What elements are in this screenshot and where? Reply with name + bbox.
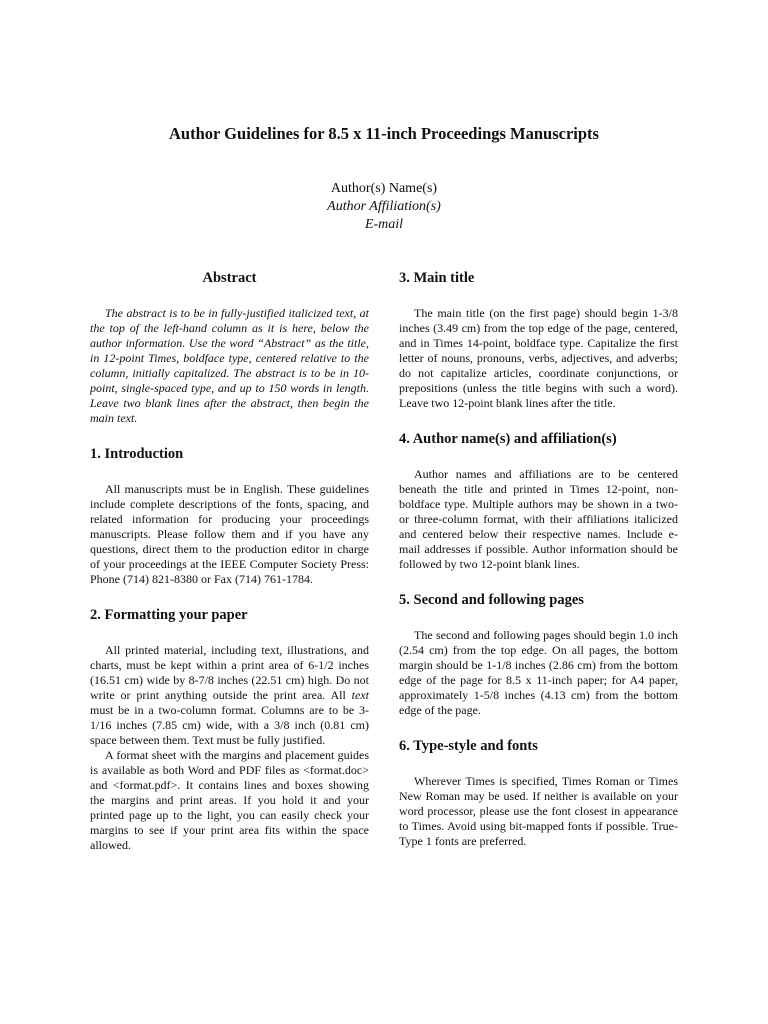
left-column [90, 268, 369, 853]
abstract-text: The abstract is to be in fully-justified italicized text, at the top of the left-hand column as it is here, below the author information. Use the word “Abstract” as the title, in 12-point Times, boldface type, centered relative to the column, initially capitalized. The abstract is to be in 10-point, single-spaced type, and up to 150 words in length. Leave two blank lines after the abstract, then begin the main text. [90, 306, 369, 425]
formatting-heading: 2. Formatting your paper [90, 607, 248, 623]
main-title-section [399, 268, 678, 411]
formatting-p1-italic: text [351, 688, 369, 702]
type-style-text: Wherever Times is specified, Times Roman or Times New Roman may be used. If neither is available on your word processor, please use the font closest in appearance to Times. Avoid using bit-mapped fonts if possible. True-Type 1 fonts are preferred. [399, 774, 678, 848]
second-pages-heading: 5. Second and following pages [399, 592, 584, 608]
introduction-text: All manuscripts must be in English. These guidelines include complete descriptions of the fonts, spacing, and related information for producing your proceedings manuscripts. Please follow them and if you have any questions, direct them to the production editor in charge of your proceedings at the IEEE Computer Society Press: Phone (714) 821-8380 or Fax (714) 761-1784. [90, 482, 369, 586]
author-email: E-mail [364, 217, 404, 232]
abstract-heading: Abstract [202, 270, 257, 286]
second-pages-text: The second and following pages should begin 1.0 inch (2.54 cm) from the top edge. On all pages, the bottom margin should be 1-1/8 inches (2.86 cm) from the bottom edge of the page for 8.5 x 11-inch paper; for A4 paper, approximately 1-5/8 inches (4.13 cm) from the bottom edge of the page. [399, 628, 678, 717]
author-names: Author(s) Name(s) [330, 181, 438, 196]
type-style-heading: 6. Type-style and fonts [399, 738, 538, 754]
author-block [0, 180, 768, 234]
introduction-heading: 1. Introduction [90, 446, 184, 462]
formatting-p1-part-a: All printed material, including text, illustrations, and charts, must be kept within a print area of 6-1/2 inches (16.51 cm) wide by 8-7/8 inches (22.51 cm) high. Do not write or print anything outside the print area. All [90, 643, 369, 702]
formatting-paragraph-2: A format sheet with the margins and placement guides is available as both Word and PDF files as <format.doc> and <format.pdf>. It contains lines and boxes showing the margins and print areas. If you hold it and your printed page up to the light, you can easily check your margins to see if your print area fits within the space allowed. [90, 748, 369, 852]
author-names-text: Author names and affiliations are to be centered beneath the title and printed in Times 12-point, non-boldface type. Multiple authors may be shown in a two- or three-column format, with their affiliations italicized and centered below their respective names. Include e-mail addresses if possible. Author information should be followed by two 12-point blank lines. [399, 467, 678, 571]
introduction-section [90, 444, 369, 587]
author-names-section [399, 429, 678, 572]
right-column [399, 268, 678, 849]
formatting-section [90, 605, 369, 853]
second-pages-section [399, 590, 678, 718]
author-affiliation: Author Affiliation(s) [327, 199, 441, 214]
main-title-text: The main title (on the first page) should begin 1-3/8 inches (3.49 cm) from the top edge of the page, centered, and in Times 14-point, boldface type. Capitalize the first letter of nouns, pronouns, verbs, adjectives, and adverbs; do not capitalize articles, coordinate conjunctions, or prepositions (unless the title begins with such a word). Leave two 12-point blank lines after the title. [399, 306, 678, 410]
formatting-paragraph-1 [90, 643, 369, 748]
author-names-heading: 4. Author name(s) and affiliation(s) [399, 431, 617, 447]
type-style-section [399, 736, 678, 849]
formatting-p1-part-b: must be in a two-column format. Columns are to be 3-1/16 inches (7.85 cm) wide, with a 3/8 inch (0.81 cm) space between them. Text must be fully justified. [90, 703, 369, 747]
paper-title: Author Guidelines for 8.5 x 11-inch Proceedings Manuscripts [169, 124, 599, 143]
main-title-heading: 3. Main title [399, 270, 475, 286]
abstract-section [90, 268, 369, 426]
